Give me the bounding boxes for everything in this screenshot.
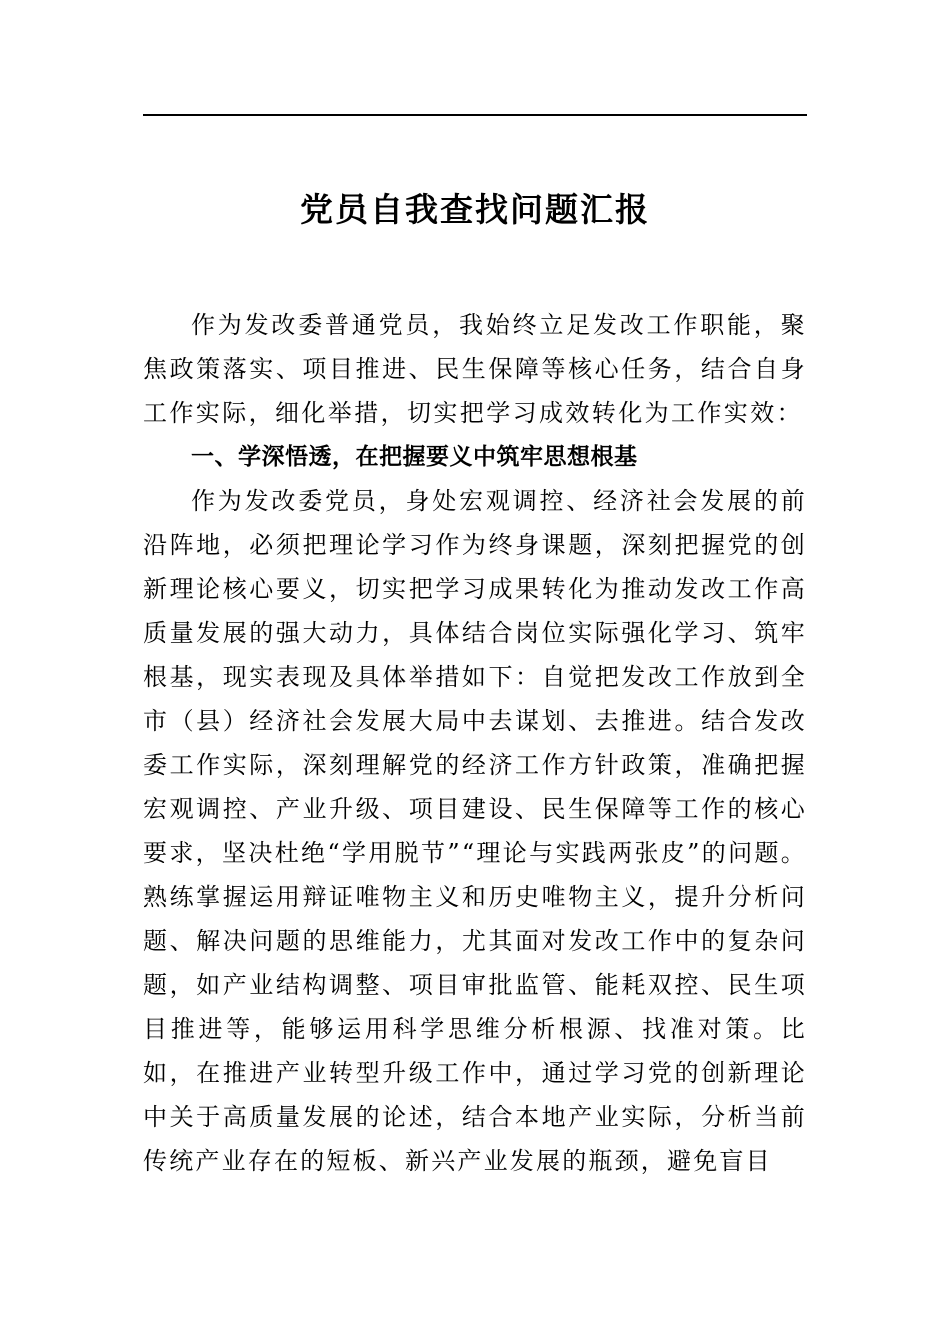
intro-paragraph: 作为发改委普通党员，我始终立足发改工作职能，聚焦政策落实、项目推进、民生保障等核心任务，结合自身工作实际，细化举措，切实把学习成效转化为工作实效： (143, 311, 807, 427)
body-paragraph: 作为发改委党员，身处宏观调控、经济社会发展的前沿阵地，必须把理论学习作为终身课题，深刻把握党的创新理论核心要义，切实把学习成果转化为推动发改工作高质量发展的强大动力，具体结合岗位实际强化学习、筑牢根基，现实表现及具体举措如下：自觉把发改工作放到全市（县）经济社会发展大局中去谋划、去推进。结合发改委工作实际，深刻理解党的经济工作方针政策，准确把握宏观调控、产业升级、项目建设、民生保障等工作的核心要求，坚决杜绝“学用脱节”“理论与实践两张皮”的问题。熟练掌握运用辩证唯物主义和历史唯物主义，提升分析问题、解决问题的思维能力，尤其面对发改工作中的复杂问题，如产业结构调整、项目审批监管、能耗双控、民生项目推进等，能够运用科学思维分析根源、找准对策。比如，在推进产业转型升级工作中，通过学习党的创新理论中关于高质量发展的论述，结合本地产业实际，分析当前传统产业存在的短板、新兴产业发展的瓶颈，避免盲目 (143, 487, 807, 1175)
document-title: 党员自我查找问题汇报 (300, 190, 650, 229)
document-body (143, 303, 807, 1183)
section-heading: 一、学深悟透，在把握要义中筑牢思想根基 (191, 444, 638, 470)
header-divider (143, 114, 807, 116)
